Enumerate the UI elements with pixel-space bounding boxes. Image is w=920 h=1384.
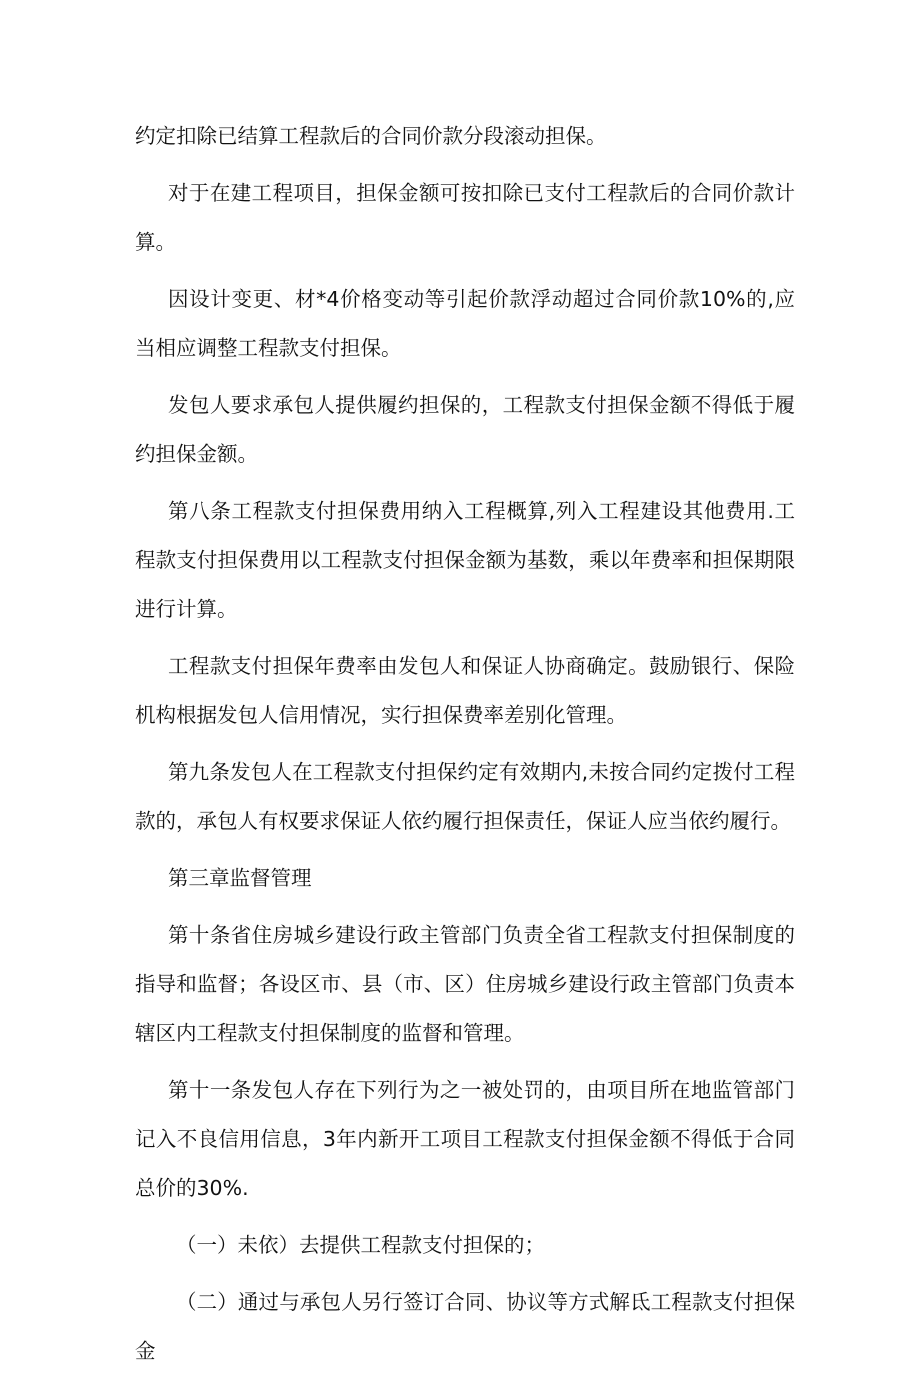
paragraph-in-progress-projects: 对于在建工程项目，担保金额可按扣除已支付工程款后的合同价款计算。 [135,181,795,254]
paragraph-price-adjustment: 因设计变更、材*4价格变动等引起价款浮动超过合同价款10%的,应当相应调整工程款支付担保。 [135,287,795,360]
chapter-heading: 第三章监督管理 [168,866,312,890]
paragraph-performance-guarantee: 发包人要求承包人提供履约担保的，工程款支付担保金额不得低于履约担保金额。 [135,393,795,466]
paragraph-article-8: 第八条工程款支付担保费用纳入工程概算,列入工程建设其他费用.工程款支付担保费用以工程款支付担保金额为基数，乘以年费率和担保期限进行计算。 [135,499,795,621]
paragraph-annual-fee-rate: 工程款支付担保年费率由发包人和保证人协商确定。鼓励银行、保险机构根据发包人信用情况，实行担保费率差别化管理。 [135,654,795,727]
paragraph-article-11: 第十一条发包人存在下列行为之一被处罚的，由项目所在地监管部门记入不良信用信息，3年内新开工项目工程款支付担保金额不得低于合同总价的30%. [135,1078,795,1200]
document-body [135,112,795,1384]
list-item-1: （一）未依）去提供工程款支付担保的； [176,1233,545,1257]
paragraph-continuation: 约定扣除已结算工程款后的合同价款分段滚动担保。 [135,124,607,148]
paragraph-article-9: 第九条发包人在工程款支付担保约定有效期内,未按合同约定拨付工程款的，承包人有权要求保证人依约履行担保责任，保证人应当依约履行。 [135,760,795,833]
list-item-2: （二）通过与承包人另行签订合同、协议等方式解氐工程款支付担保金 [135,1290,795,1363]
paragraph-article-10: 第十条省住房城乡建设行政主管部门负责全省工程款支付担保制度的指导和监督；各设区市、县（市、区）住房城乡建设行政主管部门负责本辖区内工程款支付担保制度的监督和管理。 [135,923,795,1045]
